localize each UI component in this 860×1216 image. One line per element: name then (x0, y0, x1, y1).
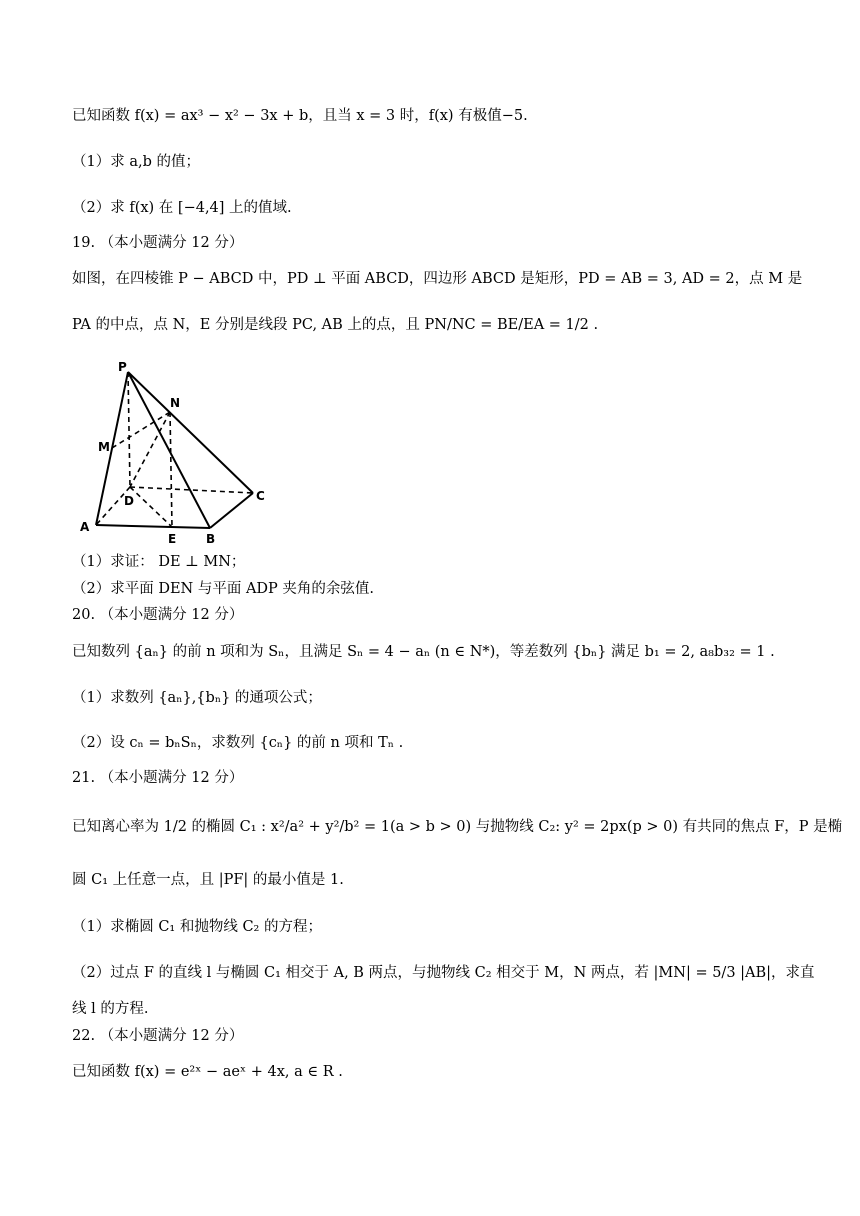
problem22-header: 22. （本小题满分 12 分） (72, 1028, 244, 1044)
problem21-stem-line2: 圆 C₁ 上任意一点，且 |PF| 的最小值是 1. (72, 872, 344, 888)
vertex-label-b: B (206, 532, 216, 545)
problem19-header: 19. （本小题满分 12 分） (72, 235, 244, 251)
problem20-stem: 已知数列 {aₙ} 的前 n 项和为 Sₙ，且满足 Sₙ = 4 − aₙ (n ∈ N*)，等差数列 {bₙ} 满足 b₁ = 2, a₈b₃₂ = 1 . (72, 644, 775, 660)
problem19-part2: （2）求平面 DEN 与平面 ADP 夹角的余弦值. (72, 581, 375, 597)
vertex-label-a: A (80, 520, 90, 534)
vertex-label-n: N (170, 396, 181, 410)
vertex-label-m: M (98, 440, 110, 454)
problem21-part2-line2: 线 l 的方程. (72, 1001, 149, 1017)
problem20-header: 20. （本小题满分 12 分） (72, 607, 244, 623)
vertex-label-p: P (118, 360, 127, 374)
problem21-part2-line1: （2）过点 F 的直线 l 与椭圆 C₁ 相交于 A, B 两点，与抛物线 C₂ 相交于 M，N 两点，若 |MN| = 5/3 |AB|，求直 (72, 965, 815, 981)
vertex-label-d: D (124, 494, 134, 508)
pyramid-figure (72, 345, 272, 545)
vertex-label-e: E (168, 532, 177, 545)
problem21-part1: （1）求椭圆 C₁ 和抛物线 C₂ 的方程； (72, 919, 322, 935)
problem18-stem: 已知函数 f(x) = ax³ − x² − 3x + b，且当 x = 3 时，f(x) 有极值−5. (72, 108, 528, 124)
problem18-part1: （1）求 a,b 的值； (72, 154, 200, 170)
problem19-stem-line2: PA 的中点，点 N，E 分别是线段 PC, AB 上的点，且 PN/NC = BE/EA = 1/2 . (72, 317, 599, 333)
problem20-part1: （1）求数列 {aₙ},{bₙ} 的通项公式； (72, 690, 322, 706)
problem19-part1: （1）求证： DE ⊥ MN； (72, 554, 246, 570)
vertex-label-c: C (256, 489, 265, 503)
problem21-header: 21. （本小题满分 12 分） (72, 770, 244, 786)
problem21-stem-line1: 已知离心率为 1/2 的椭圆 C₁ : x²/a² + y²/b² = 1(a > b > 0) 与抛物线 C₂: y² = 2px(p > 0) 有共同的焦点 F，P 是椭 (72, 819, 843, 835)
problem20-part2: （2）设 cₙ = bₙSₙ，求数列 {cₙ} 的前 n 项和 Tₙ . (72, 735, 404, 751)
problem19-stem-line1: 如图，在四棱锥 P − ABCD 中，PD ⊥ 平面 ABCD，四边形 ABCD 是矩形，PD = AB = 3, AD = 2，点 M 是 (72, 271, 803, 287)
problem22-stem: 已知函数 f(x) = e²ˣ − aeˣ + 4x, a ∈ R . (72, 1064, 343, 1080)
problem18-part2: （2）求 f(x) 在 [−4,4] 上的值域. (72, 200, 292, 216)
